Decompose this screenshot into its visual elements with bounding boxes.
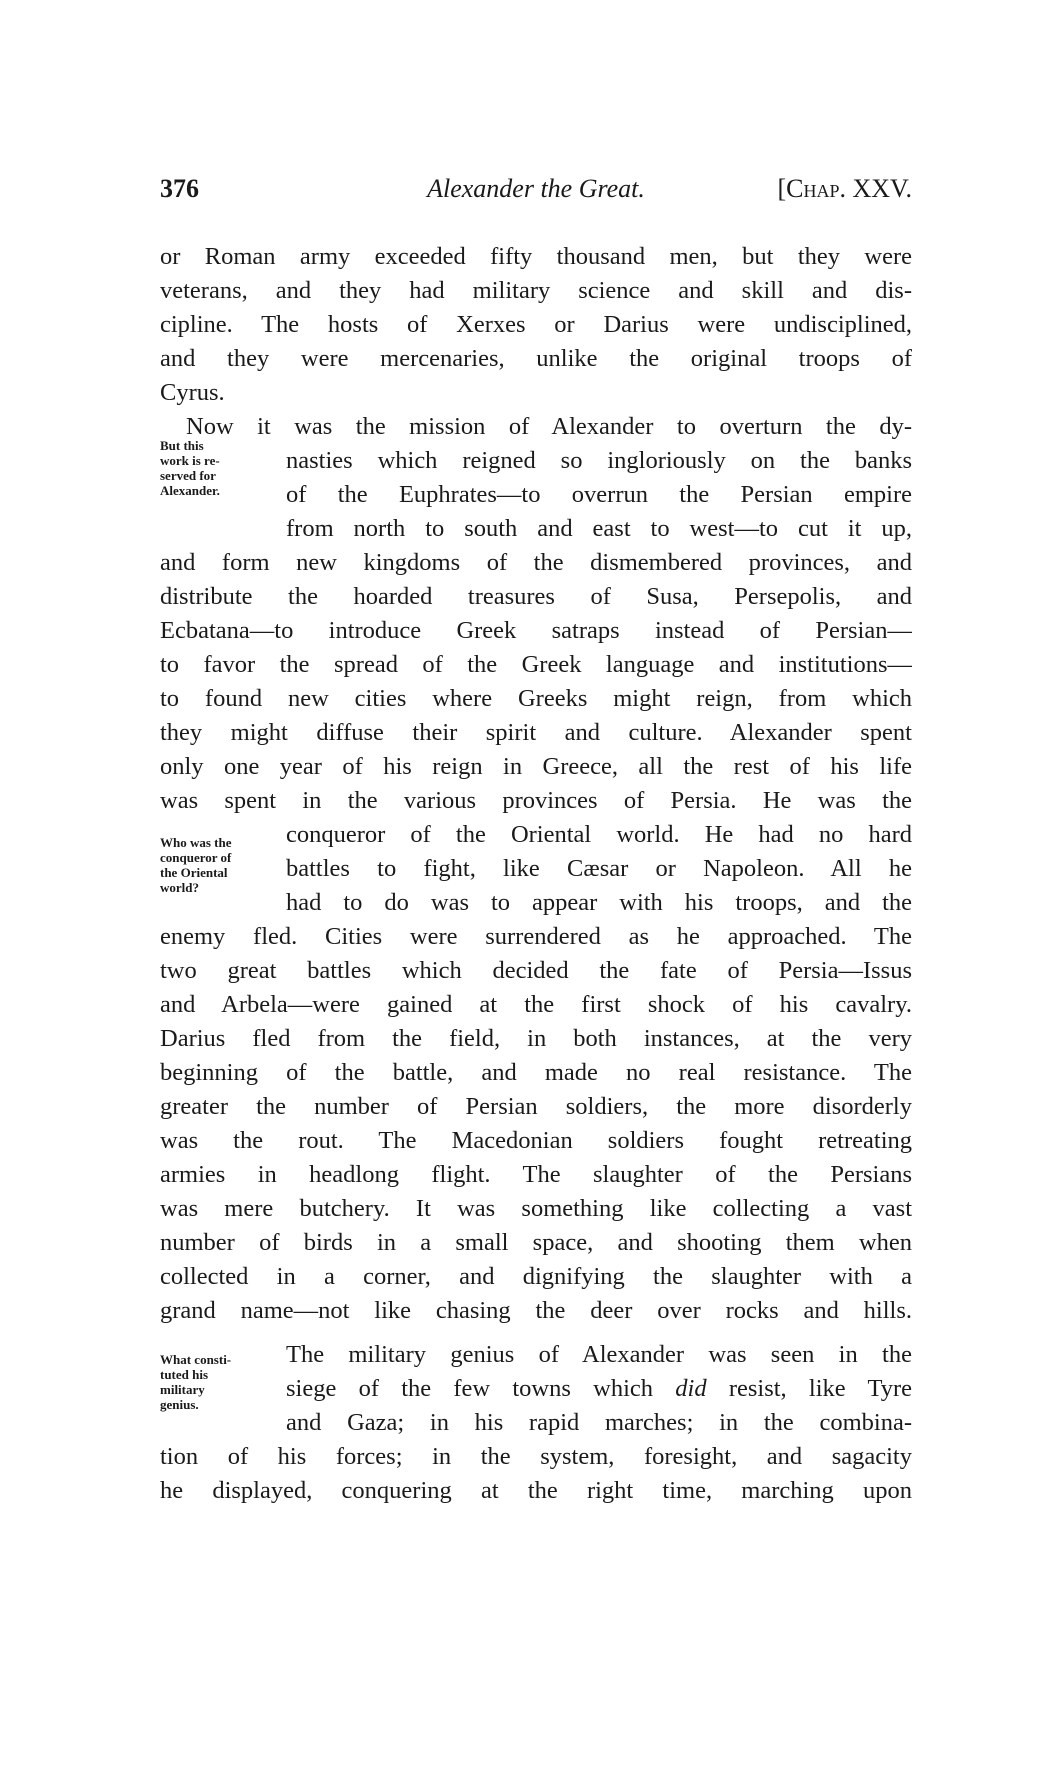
body-line: veterans, and they had military science and skill and dis- xyxy=(160,277,912,304)
body-line: and form new kingdoms of the dismembered provinces, and xyxy=(160,549,912,576)
sidenote-line: the Oriental xyxy=(160,865,228,880)
body-line: beginning of the battle, and made no real resistance. The xyxy=(160,1059,912,1086)
sidenote-line: military xyxy=(160,1382,205,1397)
body-line: only one year of his reign in Greece, all the rest of his life xyxy=(160,753,912,780)
body-line: Darius fled from the field, in both instances, at the very xyxy=(160,1025,912,1052)
body-line: was mere butchery. It was something like collecting a vast xyxy=(160,1195,912,1222)
body-line: greater the number of Persian soldiers, the more disorderly xyxy=(160,1093,912,1120)
body-line: collected in a corner, and dignifying the slaughter with a xyxy=(160,1263,912,1290)
body-line: or Roman army exceeded fifty thousand men, but they were xyxy=(160,243,912,270)
body-line-with-italic xyxy=(286,1374,912,1404)
body-line: and Arbela—were gained at the first shock of his cavalry. xyxy=(160,991,912,1018)
sidenote-alexander-mission xyxy=(160,438,278,498)
body-text: siege of the few towns which xyxy=(286,1375,676,1402)
sidenote-line: world? xyxy=(160,880,199,895)
sidenote-line: served for xyxy=(160,468,216,483)
body-line: to found new cities where Greeks might reign, from which xyxy=(160,685,912,712)
body-line: Now it was the mission of Alexander to overturn the dy- xyxy=(186,413,912,440)
body-line: they might diffuse their spirit and culture. Alexander spent xyxy=(160,719,912,746)
sidenote-line: What consti- xyxy=(160,1352,232,1367)
body-line: battles to fight, like Cæsar or Napoleon. All he xyxy=(286,855,912,882)
body-line: The military genius of Alexander was seen in the xyxy=(286,1341,912,1368)
italic-emphasis: did xyxy=(675,1375,707,1402)
body-line: he displayed, conquering at the right time, marching upon xyxy=(160,1477,912,1504)
body-line: of the Euphrates—to overrun the Persian empire xyxy=(286,481,912,508)
body-text: resist, like Tyre xyxy=(706,1375,912,1402)
body-line: grand name—not like chasing the deer over rocks and hills. xyxy=(160,1297,912,1324)
body-line: number of birds in a small space, and shooting them when xyxy=(160,1229,912,1256)
sidenote-line: Alexander. xyxy=(160,483,220,498)
sidenote-line: Who was the xyxy=(160,835,232,850)
running-title: Alexander the Great. xyxy=(427,174,645,203)
sidenote-oriental-conqueror xyxy=(160,835,278,895)
body-line: Cyrus. xyxy=(160,379,225,406)
body-line: and Gaza; in his rapid marches; in the combina- xyxy=(286,1409,912,1436)
sidenote-line: genius. xyxy=(160,1397,199,1412)
sidenote-line: But this xyxy=(160,438,204,453)
body-line: tion of his forces; in the system, foresight, and sagacity xyxy=(160,1443,912,1470)
body-line: two great battles which decided the fate of Persia—Issus xyxy=(160,957,912,984)
page-number: 376 xyxy=(160,174,199,203)
running-head xyxy=(160,174,912,210)
body-line: from north to south and east to west—to cut it up, xyxy=(286,515,912,542)
body-line: distribute the hoarded treasures of Susa, Persepolis, and xyxy=(160,583,912,610)
sidenote-line: tuted his xyxy=(160,1367,209,1382)
body-line: was spent in the various provinces of Persia. He was the xyxy=(160,787,912,814)
sidenote-line: work is re- xyxy=(160,453,220,468)
body-line: armies in headlong flight. The slaughter of the Persians xyxy=(160,1161,912,1188)
body-line: was the rout. The Macedonian soldiers fought retreating xyxy=(160,1127,912,1154)
body-line: Ecbatana—to introduce Greek satraps instead of Persian— xyxy=(160,617,912,644)
body-line: cipline. The hosts of Xerxes or Darius were undisciplined, xyxy=(160,311,912,338)
sidenote-line: conqueror of xyxy=(160,850,232,865)
body-line: to favor the spread of the Greek language and institutions— xyxy=(160,651,912,678)
body-line: enemy fled. Cities were surrendered as he approached. The xyxy=(160,923,912,950)
body-line: nasties which reigned so ingloriously on the banks xyxy=(286,447,912,474)
sidenote-military-genius xyxy=(160,1352,278,1412)
body-line: conqueror of the Oriental world. He had no hard xyxy=(286,821,912,848)
body-line: had to do was to appear with his troops, and the xyxy=(286,889,912,916)
body-line: and they were mercenaries, unlike the original troops of xyxy=(160,345,912,372)
chapter-reference: [Chap. XXV. xyxy=(777,174,912,203)
